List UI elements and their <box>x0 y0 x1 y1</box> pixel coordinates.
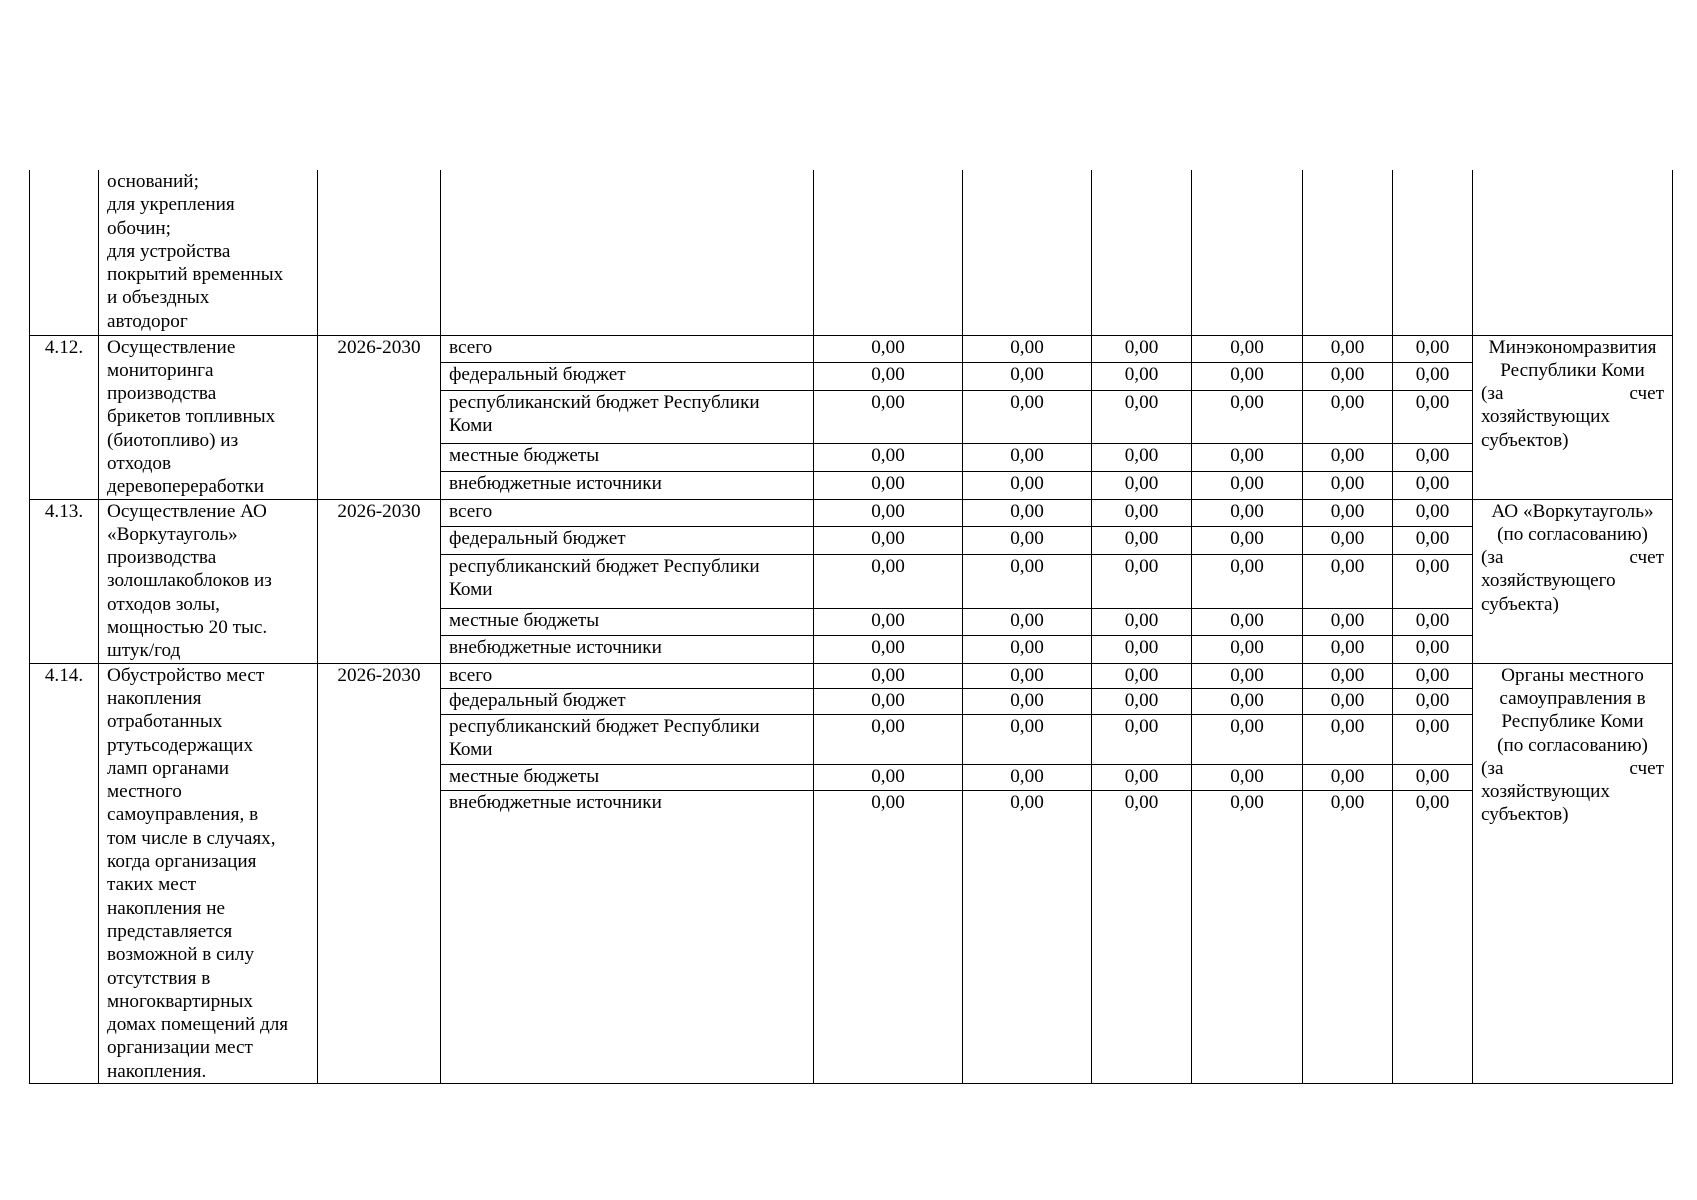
responsible-line: субъектов) <box>1481 429 1569 451</box>
continuation-value-cell <box>1303 170 1393 335</box>
funding-amount: 0,00 <box>814 444 963 472</box>
funding-amount: 0,00 <box>963 608 1092 636</box>
funding-amount: 0,00 <box>1303 499 1393 527</box>
funding-source-line: Коми <box>449 414 493 436</box>
responsible-line <box>1481 382 1664 405</box>
funding-amount: 0,00 <box>1393 472 1473 500</box>
funding-amount: 0,00 <box>1393 790 1473 1083</box>
continuation-resp-cell <box>1473 170 1673 335</box>
responsible-line: хозяйствующего <box>1481 570 1616 592</box>
funding-amount: 0,00 <box>1303 390 1393 444</box>
funding-amount: 0,00 <box>814 335 963 363</box>
funding-amount: 0,00 <box>1092 714 1192 764</box>
funding-amount: 0,00 <box>1303 554 1393 608</box>
continuation-line: покрытий временных <box>107 264 284 286</box>
funding-amount: 0,00 <box>1303 714 1393 764</box>
funding-amount: 0,00 <box>1192 527 1303 555</box>
measure-name-line: золошлакоблоков из <box>107 570 272 592</box>
funding-source <box>441 335 814 363</box>
funding-amount: 0,00 <box>814 714 963 764</box>
measure-number: 4.13. <box>30 499 99 663</box>
continuation-value-cell <box>1393 170 1473 335</box>
funding-amount: 0,00 <box>1092 444 1192 472</box>
measure-name-line: штук/год <box>107 640 181 662</box>
funding-source-label: всего <box>449 664 493 686</box>
funding-amount: 0,00 <box>963 636 1092 664</box>
measure-name-line: мощностью 20 тыс. <box>107 617 268 639</box>
funding-amount: 0,00 <box>1092 472 1192 500</box>
funding-amount: 0,00 <box>1393 765 1473 791</box>
funding-source-label: местные бюджеты <box>449 766 600 788</box>
responsible-word: (за <box>1481 757 1504 779</box>
funding-amount: 0,00 <box>963 714 1092 764</box>
continuation-line: и объездных <box>107 287 210 309</box>
measure-name-line: Осуществление АО <box>107 500 267 522</box>
funding-source <box>441 608 814 636</box>
funding-source-label: внебюджетные источники <box>449 637 662 659</box>
measure-name-line: производства <box>107 383 217 405</box>
funding-amount: 0,00 <box>1192 363 1303 391</box>
measure-period: 2026-2030 <box>318 499 441 663</box>
funding-amount: 0,00 <box>814 554 963 608</box>
funding-amount: 0,00 <box>814 636 963 664</box>
funding-amount: 0,00 <box>1192 790 1303 1083</box>
measure-name-line: (биотопливо) из <box>107 429 239 451</box>
responsible-line <box>1481 546 1664 569</box>
funding-amount: 0,00 <box>814 472 963 500</box>
funding-amount: 0,00 <box>1303 765 1393 791</box>
responsible-line: субъекта) <box>1481 593 1559 615</box>
funding-amount: 0,00 <box>1092 608 1192 636</box>
measure-period: 2026-2030 <box>318 663 441 1083</box>
funding-amount: 0,00 <box>1092 390 1192 444</box>
funding-amount: 0,00 <box>1393 608 1473 636</box>
funding-amount: 0,00 <box>1393 499 1473 527</box>
measure-name-line: «Воркутауголь» <box>107 523 238 545</box>
funding-amount: 0,00 <box>814 608 963 636</box>
funding-amount: 0,00 <box>1393 663 1473 689</box>
funding-amount: 0,00 <box>1092 790 1192 1083</box>
funding-amount: 0,00 <box>1303 335 1393 363</box>
responsible-line: субъектов) <box>1481 804 1569 826</box>
continuation-line: оснований; <box>107 171 199 192</box>
funding-source <box>441 444 814 472</box>
continuation-num-cell <box>30 170 99 335</box>
funding-amount: 0,00 <box>1303 663 1393 689</box>
measure-name-line: представляется <box>107 920 233 942</box>
continuation-value-cell <box>814 170 963 335</box>
measure-name-line: местного <box>107 781 182 803</box>
funding-amount: 0,00 <box>1192 554 1303 608</box>
measure-name-line: отходов золы, <box>107 593 220 615</box>
funding-source-line: республиканский бюджет Республики <box>449 715 760 737</box>
measure-name-line: ламп органами <box>107 757 230 779</box>
funding-amount: 0,00 <box>1192 636 1303 664</box>
measure-name-line: ртутьсодержащих <box>107 734 254 756</box>
measure-name <box>99 663 318 1083</box>
funding-source <box>441 714 814 764</box>
responsible-line: АО «Воркутауголь» <box>1491 500 1654 522</box>
funding-source <box>441 636 814 664</box>
table-row <box>30 499 1673 527</box>
funding-amount: 0,00 <box>963 390 1092 444</box>
funding-amount: 0,00 <box>1092 554 1192 608</box>
funding-source <box>441 663 814 689</box>
funding-amount: 0,00 <box>1393 363 1473 391</box>
measure-name-line: накопления не <box>107 897 226 919</box>
program-measures-table <box>29 170 1673 1084</box>
funding-amount: 0,00 <box>1303 363 1393 391</box>
funding-amount: 0,00 <box>814 663 963 689</box>
funding-source-label: федеральный бюджет <box>449 364 626 386</box>
funding-amount: 0,00 <box>1303 790 1393 1083</box>
table-row <box>30 663 1673 689</box>
measure-name-line: деревопереработки <box>107 476 264 498</box>
funding-amount: 0,00 <box>963 499 1092 527</box>
continuation-value-cell <box>1192 170 1303 335</box>
table-body <box>30 170 1673 1084</box>
responsible-word: счет <box>1629 547 1664 569</box>
measure-name-line: Обустройство мест <box>107 664 265 686</box>
funding-source <box>441 363 814 391</box>
responsible-word: (за <box>1481 547 1504 569</box>
responsible-line: самоуправления в <box>1499 687 1646 709</box>
continuation-line: для устройства <box>107 240 231 262</box>
funding-source-label: федеральный бюджет <box>449 690 626 712</box>
funding-source-line: Коми <box>449 578 493 600</box>
funding-amount: 0,00 <box>1092 663 1192 689</box>
funding-source <box>441 527 814 555</box>
funding-amount: 0,00 <box>1192 444 1303 472</box>
funding-amount: 0,00 <box>1393 554 1473 608</box>
funding-amount: 0,00 <box>963 663 1092 689</box>
funding-amount: 0,00 <box>963 527 1092 555</box>
funding-amount: 0,00 <box>1303 689 1393 715</box>
funding-source-label: всего <box>449 500 493 522</box>
funding-amount: 0,00 <box>1303 527 1393 555</box>
funding-amount: 0,00 <box>963 335 1092 363</box>
continuation-row <box>30 170 1673 335</box>
funding-amount: 0,00 <box>1192 499 1303 527</box>
responsible-word: (за <box>1481 383 1504 405</box>
continuation-line: обочин; <box>107 217 171 239</box>
funding-amount: 0,00 <box>1192 663 1303 689</box>
measure-name-line: организации мест <box>107 1037 253 1059</box>
table-row <box>30 335 1673 363</box>
funding-amount: 0,00 <box>1393 689 1473 715</box>
funding-amount: 0,00 <box>1092 527 1192 555</box>
funding-source <box>441 790 814 1083</box>
measure-number: 4.14. <box>30 663 99 1083</box>
responsible-line: (по согласованию) <box>1497 523 1648 545</box>
measure-number: 4.12. <box>30 335 99 499</box>
continuation-source-cell <box>441 170 814 335</box>
funding-source-label: внебюджетные источники <box>449 473 662 495</box>
measure-name-line: самоуправления, в <box>107 804 259 826</box>
funding-amount: 0,00 <box>814 390 963 444</box>
responsible-line <box>1481 757 1664 780</box>
measure-name-line: производства <box>107 547 217 569</box>
funding-source <box>441 390 814 444</box>
funding-amount: 0,00 <box>1303 608 1393 636</box>
funding-amount: 0,00 <box>1092 689 1192 715</box>
funding-amount: 0,00 <box>1303 444 1393 472</box>
measure-name-line: Осуществление <box>107 336 236 358</box>
funding-source <box>441 499 814 527</box>
funding-amount: 0,00 <box>1192 335 1303 363</box>
funding-amount: 0,00 <box>1092 335 1192 363</box>
responsible-executor <box>1473 335 1673 499</box>
measure-name-line: таких мест <box>107 874 197 896</box>
funding-amount: 0,00 <box>1192 390 1303 444</box>
continuation-line: автодорог <box>107 310 188 332</box>
responsible-line: хозяйствующих <box>1481 781 1610 803</box>
measure-name-line: отсутствия в <box>107 967 211 989</box>
funding-amount: 0,00 <box>1192 472 1303 500</box>
funding-amount: 0,00 <box>1192 765 1303 791</box>
measure-name <box>99 335 318 499</box>
continuation-value-cell <box>963 170 1092 335</box>
responsible-word: счет <box>1629 757 1664 779</box>
funding-source <box>441 765 814 791</box>
funding-amount: 0,00 <box>1303 472 1393 500</box>
continuation-name-cell <box>99 170 318 335</box>
funding-source-label: местные бюджеты <box>449 445 600 467</box>
responsible-executor <box>1473 499 1673 663</box>
funding-source-line: республиканский бюджет Республики <box>449 555 760 577</box>
funding-amount: 0,00 <box>814 790 963 1083</box>
responsible-line: хозяйствующих <box>1481 406 1610 428</box>
funding-amount: 0,00 <box>1393 390 1473 444</box>
funding-amount: 0,00 <box>963 790 1092 1083</box>
responsible-line: Республики Коми <box>1500 359 1645 381</box>
funding-amount: 0,00 <box>1092 499 1192 527</box>
responsible-executor <box>1473 663 1673 1083</box>
measure-name-line: брикетов топливных <box>107 406 276 428</box>
responsible-line: Республике Коми <box>1501 711 1644 733</box>
funding-source-label: внебюджетные источники <box>449 791 662 813</box>
funding-amount: 0,00 <box>1092 636 1192 664</box>
funding-amount: 0,00 <box>1393 636 1473 664</box>
funding-amount: 0,00 <box>1092 765 1192 791</box>
funding-source <box>441 689 814 715</box>
funding-amount: 0,00 <box>1192 689 1303 715</box>
funding-amount: 0,00 <box>963 444 1092 472</box>
responsible-line: (по согласованию) <box>1497 734 1648 756</box>
funding-source <box>441 472 814 500</box>
funding-amount: 0,00 <box>1393 527 1473 555</box>
funding-amount: 0,00 <box>963 363 1092 391</box>
funding-amount: 0,00 <box>814 363 963 391</box>
funding-amount: 0,00 <box>1393 714 1473 764</box>
measure-name-line: накопления <box>107 687 202 709</box>
funding-source-label: всего <box>449 336 493 358</box>
funding-amount: 0,00 <box>963 472 1092 500</box>
measure-period: 2026-2030 <box>318 335 441 499</box>
continuation-period-cell <box>318 170 441 335</box>
funding-amount: 0,00 <box>963 554 1092 608</box>
measure-name-line: многоквартирных <box>107 990 253 1012</box>
funding-amount: 0,00 <box>1192 714 1303 764</box>
responsible-line: Минэкономразвития <box>1488 336 1657 358</box>
funding-amount: 0,00 <box>1192 608 1303 636</box>
continuation-value-cell <box>1092 170 1192 335</box>
funding-amount: 0,00 <box>963 689 1092 715</box>
funding-amount: 0,00 <box>814 765 963 791</box>
measure-name-line: отходов <box>107 452 172 474</box>
measure-name-line: мониторинга <box>107 359 214 381</box>
funding-source <box>441 554 814 608</box>
measure-name-line: возможной в силу <box>107 944 255 966</box>
continuation-line: для укрепления <box>107 194 235 216</box>
funding-amount: 0,00 <box>814 689 963 715</box>
funding-source-line: Коми <box>449 739 493 761</box>
measure-name-line: накопления. <box>107 1060 207 1082</box>
measure-name-line: отработанных <box>107 711 223 733</box>
measure-name-line: домах помещений для <box>107 1014 289 1036</box>
measure-name-line: когда организация <box>107 851 257 873</box>
measure-name <box>99 499 318 663</box>
funding-amount: 0,00 <box>814 499 963 527</box>
funding-source-label: федеральный бюджет <box>449 528 626 550</box>
responsible-word: счет <box>1629 383 1664 405</box>
funding-source-label: местные бюджеты <box>449 609 600 631</box>
funding-amount: 0,00 <box>1393 444 1473 472</box>
responsible-line: Органы местного <box>1501 664 1644 686</box>
funding-source-line: республиканский бюджет Республики <box>449 391 760 413</box>
measure-name-line: том числе в случаях, <box>107 827 276 849</box>
funding-amount: 0,00 <box>1393 335 1473 363</box>
funding-amount: 0,00 <box>814 527 963 555</box>
funding-amount: 0,00 <box>963 765 1092 791</box>
funding-amount: 0,00 <box>1303 636 1393 664</box>
funding-amount: 0,00 <box>1092 363 1192 391</box>
